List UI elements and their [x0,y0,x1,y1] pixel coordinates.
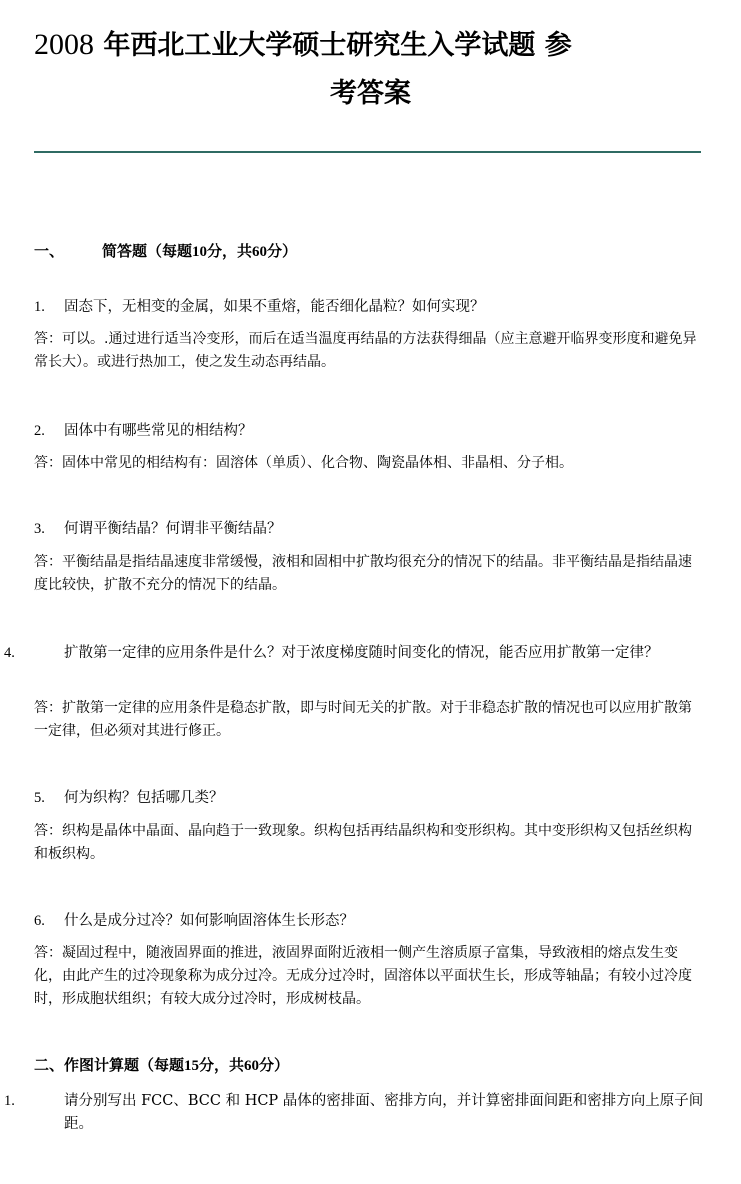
section-points-total: 60 [244,1058,260,1074]
section-label-mid: 分，共 [199,1056,245,1074]
title-divider [34,151,701,153]
question-text: 固体中有哪些常见的相结构？ [64,423,253,439]
question-text: 扩散第一定律的应用条件是什么？对于浓度梯度随时间变化的情况，能否应用扩散第一定律？ [64,645,659,661]
question-number: 1. [4,1093,15,1109]
question-text: 何为织构？包括哪几类？ [64,790,224,806]
question-3 [34,518,704,541]
question-text: 何谓平衡结晶？何谓非平衡结晶？ [64,521,282,537]
section-points-total: 60 [252,244,268,260]
question-number: 2. [34,423,45,439]
part2-question-1 [4,1090,704,1136]
question-text: 请分别写出 FCC、BCC 和 HCP 晶体的密排面、密排方向，并计算密排面间距和密排方向上原子间距。 [64,1093,704,1132]
section-points-each: 10 [192,244,208,260]
section-heading-1 [34,240,297,261]
question-2 [34,420,704,443]
question-number: 3. [34,521,45,537]
answer-6: 答：凝固过程中，随液固界面的推进，液固界面附近液相一侧产生溶质原子富集，导致液相的熔点发生变化，由此产生的过冷现象称为成分过冷。无成分过冷时，固溶体以平面状生长，形成等轴晶；有较小过冷度时，形成胞状组织；有较大成分过冷时，形成树枝晶。 [34,945,692,1007]
question-text: 固态下，无相变的金属，如果不重熔，能否细化晶粒？如何实现？ [64,299,485,315]
section-points-each: 15 [184,1058,200,1074]
section-label-mid: 分，共 [207,242,253,260]
question-6 [34,910,704,933]
question-number: 1. [34,299,45,315]
answer-5: 答：织构是晶体中晶面、晶向趋于一致现象。织构包括再结晶织构和变形织构。其中变形织构又包括丝织构和板织构。 [34,823,692,862]
question-number: 6. [34,913,45,929]
question-number: 5. [34,790,45,806]
question-1 [34,296,704,319]
question-number: 4. [4,645,15,661]
document-title-line2: 考答案 [330,78,411,109]
answer-4: 答：扩散第一定律的应用条件是稳态扩散，即与时间无关的扩散。对于非稳态扩散的情况也可以应用扩散第一定律，但必须对其进行修正。 [34,700,692,739]
section-label: 简答题（每题 [102,242,193,260]
section-label-tail: 分） [267,242,298,260]
section-label: 作图计算题（每题 [64,1056,185,1074]
section-heading-2 [34,1054,289,1075]
title-year: 2008 [34,28,94,61]
section-label-tail: 分） [259,1056,290,1074]
answer-1: 答：可以。.通过进行适当冷变形，而后在适当温度再结晶的方法获得细晶（应主意避开临界变形度和避免异常长大）。或进行热加工，使之发生动态再结晶。 [34,331,697,370]
question-5 [34,787,704,810]
answer-3: 答：平衡结晶是指结晶速度非常缓慢，液相和固相中扩散均很充分的情况下的结晶。非平衡结晶是指结晶速度比较快，扩散不充分的情况下的结晶。 [34,554,692,593]
section-number: 二、 [34,1056,65,1074]
question-4 [4,642,704,665]
section-number: 一、 [34,242,65,260]
answer-2: 答：固体中常见的相结构有：固溶体（单质）、化合物、陶瓷晶体相、非晶相、分子相。 [34,455,573,471]
title-text-line1: 年西北工业大学硕士研究生入学试题 参 [94,30,572,61]
document-title [34,30,706,60]
question-text: 什么是成分过冷？如何影响固溶体生长形态？ [64,913,354,929]
